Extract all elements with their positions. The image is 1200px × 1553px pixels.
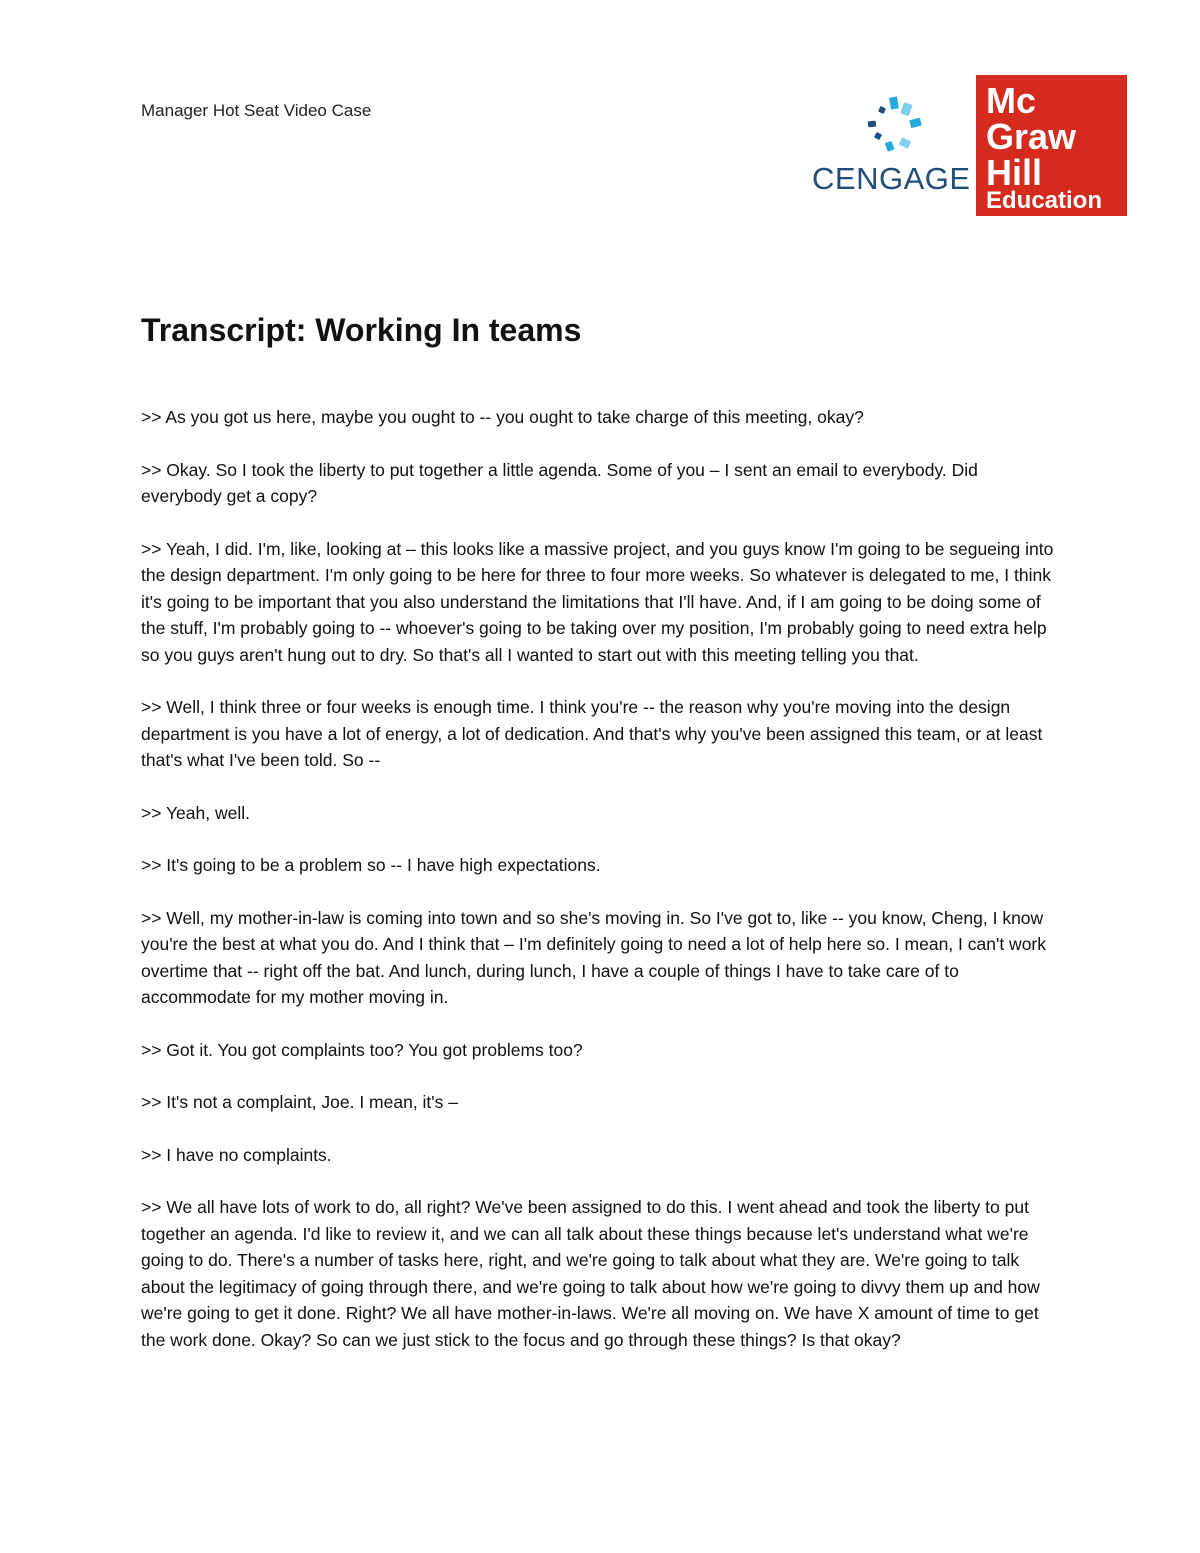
- cengage-swirl-icon: [856, 95, 931, 163]
- mcgraw-hill-logo-line: Mc: [986, 80, 1037, 121]
- cengage-logo: [808, 95, 971, 205]
- transcript-body: [141, 404, 1061, 1379]
- transcript-paragraph: >> Got it. You got complaints too? You got problems too?: [141, 1039, 583, 1060]
- transcript-paragraph: >> Yeah, well.: [141, 802, 250, 823]
- transcript-paragraph: >> We all have lots of work to do, all right? We've been assigned to do this. I went ahead and took the liberty to put together an agenda. I'd like to review it, and we can all talk about these things because let's understand what we're going to do. There's a number of tasks here, right, and we're going to talk about what they are. We're going to talk about the legitimacy of going through there, and we're going to talk about how we're going to divvy them up and how we're going to get it done. Right? We all have mother-in-laws. We're all moving on. We have X amount of time to get the work done. Okay? So can we just stick to the focus and go through these things? Is that okay?: [141, 1197, 1040, 1350]
- mcgraw-hill-logo-line: Hill: [986, 152, 1043, 193]
- transcript-paragraph: >> As you got us here, maybe you ought to -- you ought to take charge of this meeting, okay?: [141, 407, 864, 427]
- transcript-paragraph: >> It's going to be a problem so -- I have high expectations.: [141, 855, 601, 875]
- document-title: Transcript: Working In teams: [141, 312, 582, 348]
- transcript-paragraph: >> It's not a complaint, Joe. I mean, it's –: [141, 1092, 458, 1112]
- case-label: Manager Hot Seat Video Case: [141, 101, 372, 120]
- transcript-paragraph: >> Well, I think three or four weeks is enough time. I think you're -- the reason why you're moving into the design department is you have a lot of energy, a lot of dedication. And that's why you've been assigned this team, or at least that's what I've been told. So --: [141, 697, 1043, 770]
- mcgraw-hill-logo-line: Graw: [986, 116, 1077, 157]
- mcgraw-hill-logo: [976, 75, 1127, 216]
- cengage-wordmark: CENGAGE: [812, 161, 971, 196]
- transcript-paragraph: >> I have no complaints.: [141, 1144, 332, 1165]
- transcript-paragraph: >> Okay. So I took the liberty to put together a little agenda. Some of you – I sent an email to everybody. Did everybody get a copy?: [141, 459, 978, 506]
- transcript-paragraph: >> Well, my mother-in-law is coming into town and so she's moving in. So I've got to, like -- you know, Cheng, I know you're the best at what you do. And I think that – I'm definitely going to need a lot of help here so. I mean, I can't work overtime that -- right off the bat. And lunch, during lunch, I have a couple of things I have to take care of to accommodate for my mother moving in.: [141, 907, 1047, 1007]
- transcript-paragraph: >> Yeah, I did. I'm, like, looking at – this looks like a massive project, and you guys know I'm going to be segueing into the design department. I'm only going to be here for three to four more weeks. So whatever is delegated to me, I think it's going to be important that you also understand the limitations that I'll have. And, if I am going to be doing some of the stuff, I'm probably going to -- whoever's going to be taking over my position, I'm probably going to need extra help so you guys aren't hung out to dry. So that's all I wanted to start out with this meeting telling you that.: [141, 538, 1054, 665]
- mcgraw-hill-logo-line: Education: [986, 187, 1103, 214]
